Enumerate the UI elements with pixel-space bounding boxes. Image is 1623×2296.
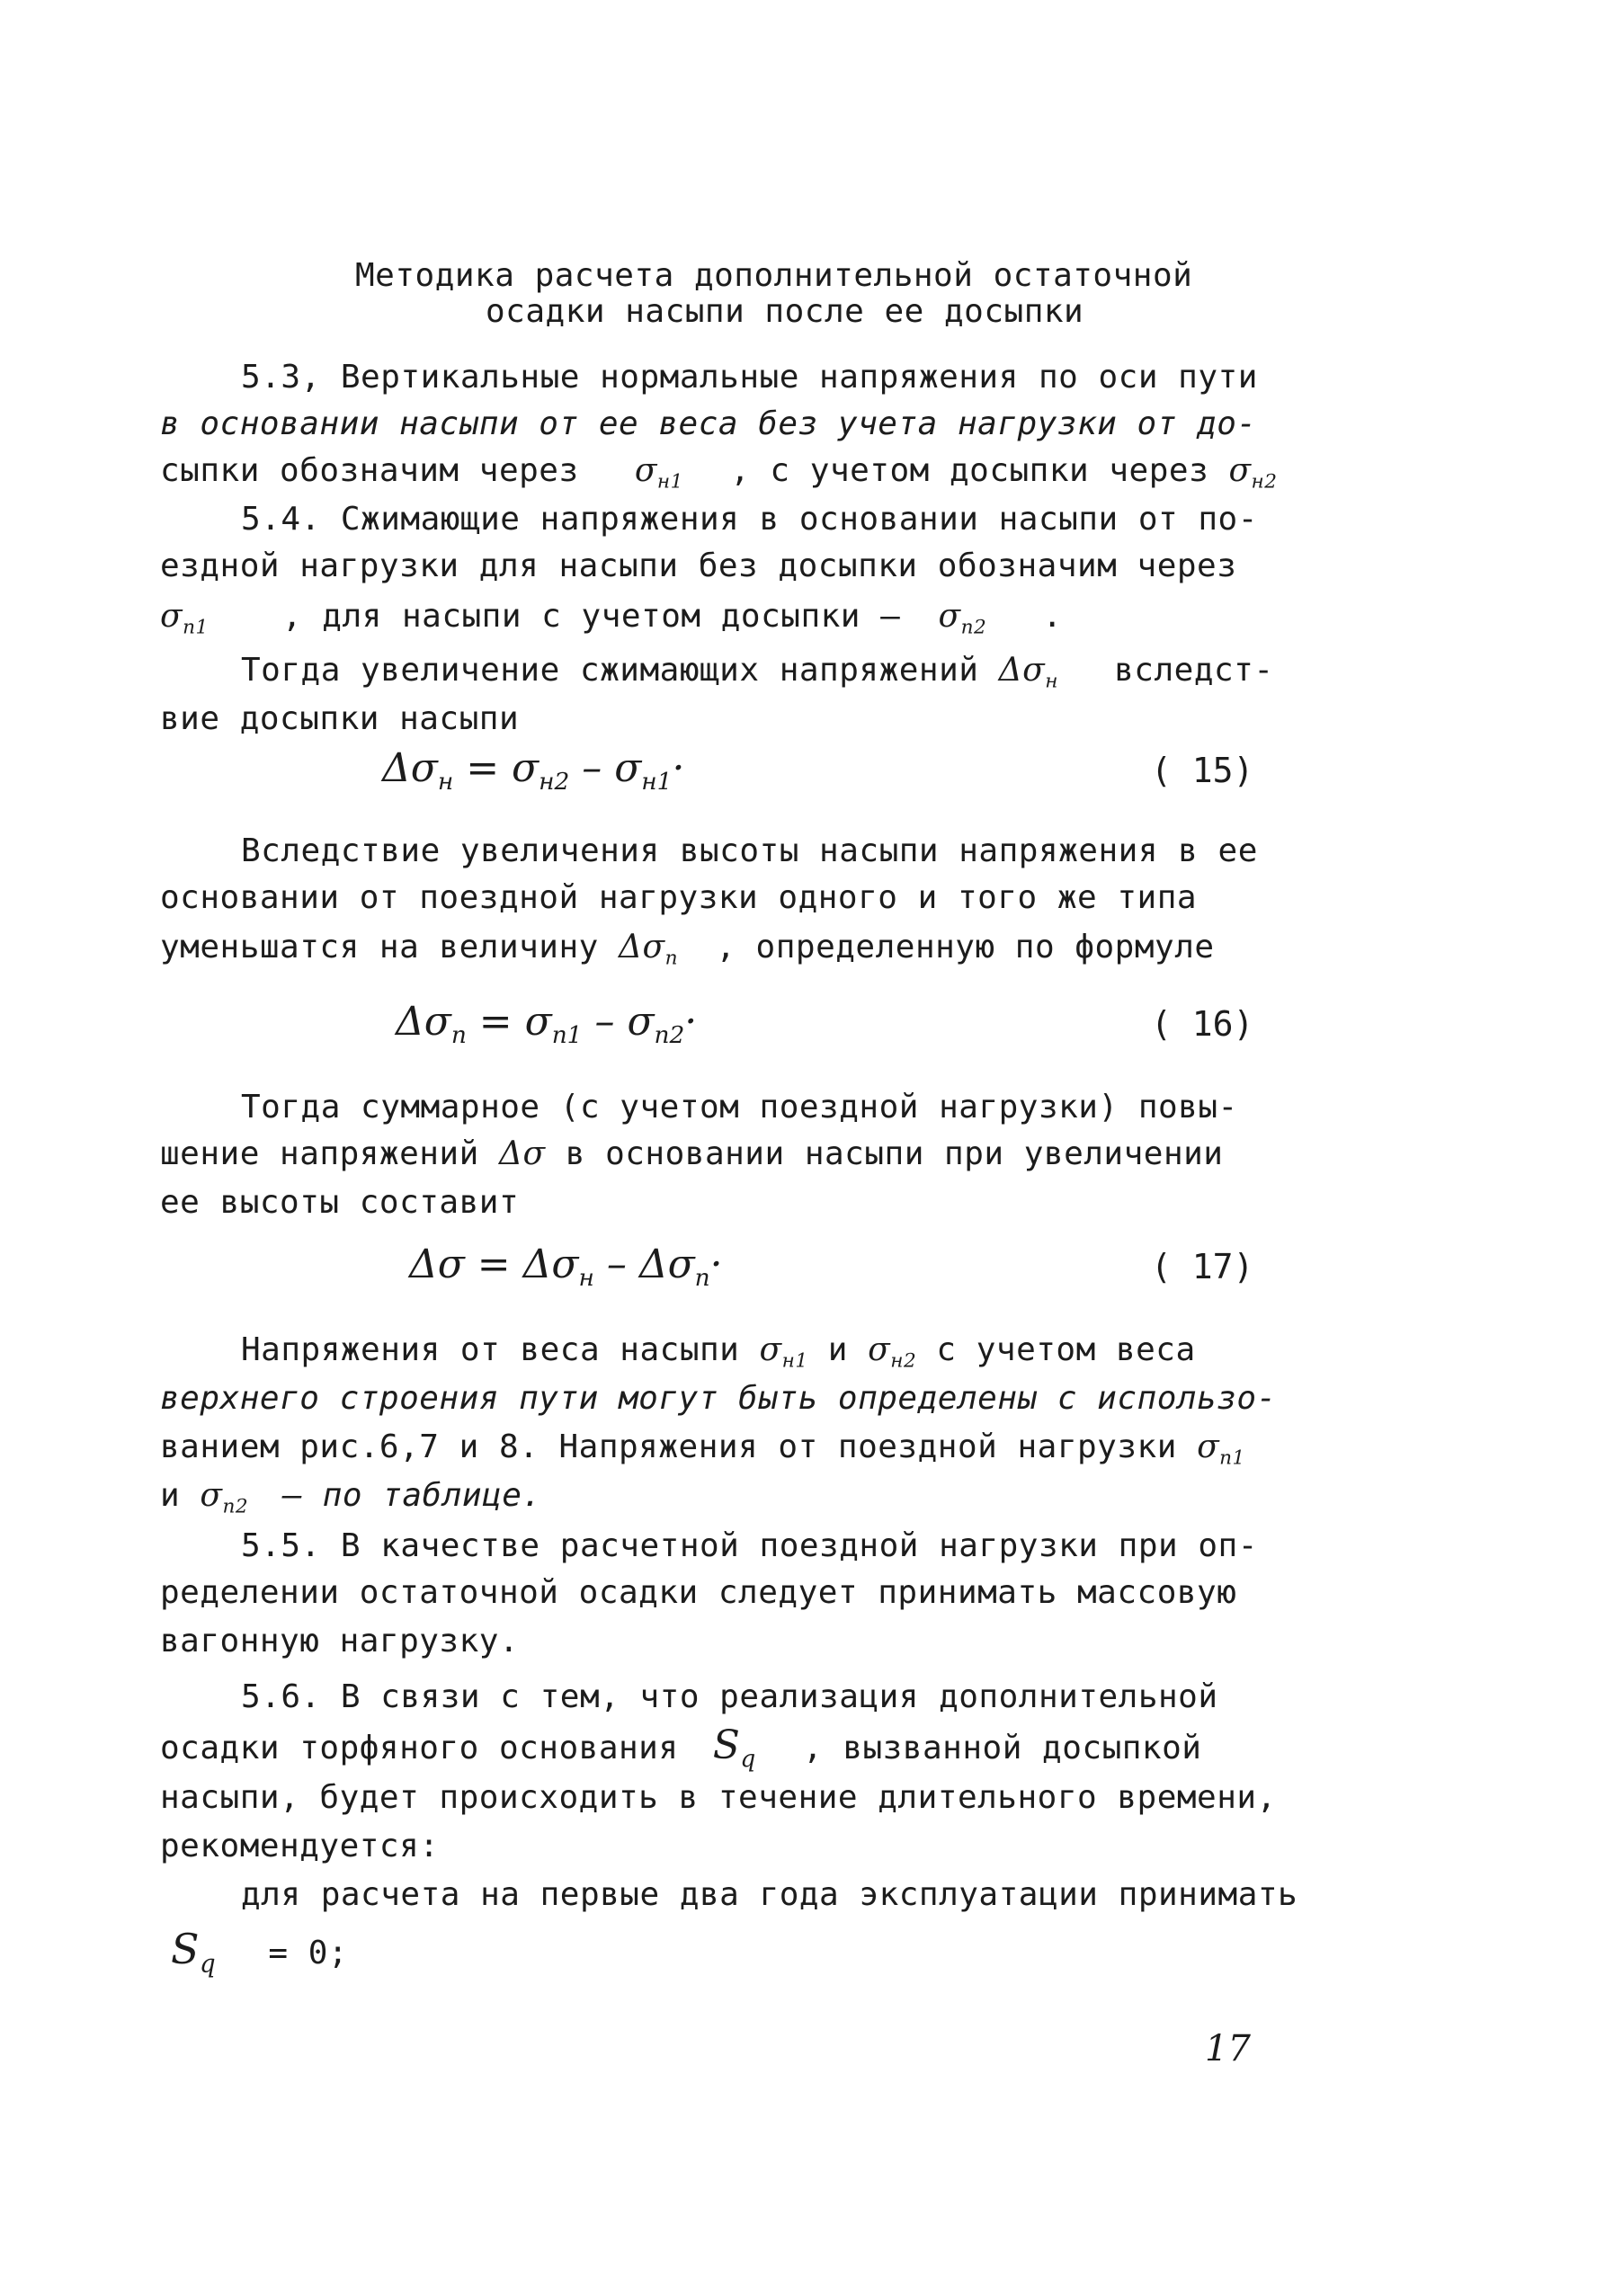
eq-part: = σ xyxy=(466,999,552,1045)
paragraph-4-line-3 xyxy=(160,1428,1245,1479)
paragraph-5-6-line-5: для расчета на первые два года эксплуатации принимать xyxy=(241,1876,1298,1913)
delta: Δ xyxy=(619,929,643,966)
symbol-sigma-p2 xyxy=(200,1477,249,1518)
section-title-line-2: осадки насыпи после ее досыпки xyxy=(486,293,1084,330)
paragraph-5-6-line-4: рекомендуется: xyxy=(160,1828,440,1864)
subscript: п xyxy=(664,947,679,970)
eq-part: Δσ xyxy=(396,999,451,1045)
paragraph-5-4-line-3 xyxy=(160,597,1063,648)
paragraph-4-line-2: верхнего строения пути могут быть определены с использо- xyxy=(160,1380,1277,1417)
text: , для насыпи с учетом досыпки – xyxy=(281,598,901,635)
subscript: п1 xyxy=(1219,1446,1245,1470)
sigma: σ xyxy=(200,1477,223,1514)
paragraph-5-6-line-3: насыпи, будет происходить в течение длительного времени, xyxy=(160,1779,1277,1816)
paragraph-5-4-line-2: ездной нагрузки для насыпи без досыпки обозначим через xyxy=(160,547,1237,584)
subscript: н2 xyxy=(539,768,570,796)
equation-number-16: ( 16) xyxy=(1151,1004,1254,1044)
eq-part: – σ xyxy=(582,999,655,1045)
symbol-sigma-p1 xyxy=(1197,1428,1245,1470)
subscript: q xyxy=(740,1745,756,1774)
symbol-sigma-p1 xyxy=(160,598,209,639)
paragraph-5-6-line-2 xyxy=(160,1722,1202,1779)
paragraph-4-line-1 xyxy=(241,1330,1196,1382)
text: с учетом веса xyxy=(936,1331,1196,1368)
paragraph-4-line-4 xyxy=(160,1476,542,1527)
paragraph-5-3-line-1: 5.3, Вертикальные нормальные напряжения по оси пути xyxy=(241,359,1258,396)
sigma: σ xyxy=(759,1331,782,1368)
subscript: п2 xyxy=(222,1495,249,1518)
subscript: q xyxy=(200,1948,217,1979)
symbol-sigma-n2 xyxy=(1228,452,1278,494)
paragraph-5-5-line-3: вагонную нагрузку. xyxy=(160,1623,520,1660)
subscript: н2 xyxy=(890,1349,917,1373)
symbol-sigma-n1 xyxy=(634,452,683,494)
text: – по таблице. xyxy=(282,1477,542,1514)
symbol-delta-sigma xyxy=(499,1135,546,1172)
paragraph-5-6-line-6 xyxy=(171,1925,349,1984)
period: . xyxy=(1042,598,1063,635)
equation-15 xyxy=(382,744,684,806)
text: = 0; xyxy=(268,1935,349,1971)
eq-part: Δσ xyxy=(382,745,438,791)
subscript: п xyxy=(694,1264,710,1293)
sigma: σ xyxy=(634,452,657,489)
subscript: н1 xyxy=(781,1349,808,1373)
subscript: н2 xyxy=(1251,470,1278,494)
s-letter: S xyxy=(712,1722,741,1768)
paragraph-5-4-line-1: 5.4. Сжимающие напряжения в основании насыпи от по- xyxy=(241,501,1258,538)
eq-part: · xyxy=(709,1241,723,1287)
delta: Δ xyxy=(498,1135,523,1172)
text: , с учетом досыпки через xyxy=(730,452,1209,489)
paragraph-5-4-line-5: вие досыпки насыпи xyxy=(160,700,520,737)
text: , определенную по формуле xyxy=(716,929,1215,966)
text: в основании насыпи при увеличении xyxy=(565,1135,1224,1172)
equation-16 xyxy=(396,998,697,1060)
text: Напряжения от веса насыпи xyxy=(241,1331,740,1368)
eq-part: · xyxy=(684,999,698,1045)
text: шение напряжений xyxy=(160,1135,479,1172)
subscript: п2 xyxy=(960,616,987,639)
subscript: н xyxy=(578,1264,594,1293)
sigma: σ xyxy=(642,929,665,966)
paragraph-5-4-line-4 xyxy=(241,651,1274,702)
sigma: σ xyxy=(160,598,183,635)
paragraph-5-5-line-1: 5.5. В качестве расчетной поездной нагрузки при оп- xyxy=(241,1527,1258,1564)
eq-part: = σ xyxy=(453,745,540,791)
symbol-sigma-p2 xyxy=(938,598,987,639)
symbol-delta-sigma-p xyxy=(619,929,679,970)
paragraph-3-line-2 xyxy=(160,1135,1223,1174)
text: ванием рис.6,7 и 8. Напряжения от поездной нагрузки xyxy=(160,1428,1177,1465)
sigma: σ xyxy=(1228,452,1252,489)
symbol-delta-sigma-n xyxy=(998,652,1058,693)
sigma: σ xyxy=(868,1331,891,1368)
symbol-s-q xyxy=(171,1925,217,1979)
equation-number-17: ( 17) xyxy=(1151,1247,1254,1286)
page-number: 17 xyxy=(1205,2028,1251,2069)
eq-part: – Δσ xyxy=(593,1241,695,1287)
equation-number-15: ( 15) xyxy=(1151,751,1254,790)
eq-part: – σ xyxy=(569,745,642,791)
eq-part: · xyxy=(672,745,685,791)
text: уменьшатся на величину xyxy=(160,929,599,966)
subscript: п2 xyxy=(654,1021,685,1050)
paragraph-2-line-3 xyxy=(160,928,1215,979)
eq-part: Δσ = Δσ xyxy=(409,1241,579,1287)
paragraph-2-line-2: основании от поездной нагрузки одного и того же типа xyxy=(160,879,1198,916)
paragraph-5-6-line-1: 5.6. В связи с тем, что реализация дополнительной xyxy=(241,1678,1218,1715)
subscript: н xyxy=(437,768,454,796)
subscript: н xyxy=(1045,670,1058,693)
subscript: п1 xyxy=(551,1021,583,1050)
subscript: н1 xyxy=(641,768,673,796)
text: осадки торфяного основания xyxy=(160,1730,679,1766)
sigma: σ xyxy=(1022,652,1046,689)
sigma: σ xyxy=(938,598,961,635)
subscript: п1 xyxy=(183,616,209,639)
text: сыпки обозначим через xyxy=(160,452,579,489)
subscript: п xyxy=(450,1021,467,1050)
symbol-s-q xyxy=(712,1722,756,1774)
subscript: н1 xyxy=(656,470,683,494)
text: , вызванной досыпкой xyxy=(802,1730,1202,1766)
equation-17 xyxy=(409,1241,723,1303)
paragraph-3-line-3: ее высоты составит xyxy=(160,1184,520,1221)
paragraph-5-3-line-3 xyxy=(160,451,1277,503)
s-letter: S xyxy=(171,1925,201,1973)
text: и xyxy=(827,1331,848,1368)
delta: Δ xyxy=(998,652,1023,689)
text: вследст- xyxy=(1114,652,1274,689)
paragraph-5-5-line-2: ределении остаточной осадки следует принимать массовую xyxy=(160,1574,1237,1611)
paragraph-3-line-1: Тогда суммарное (с учетом поездной нагрузки) повы- xyxy=(241,1089,1238,1126)
symbol-sigma-n2 xyxy=(868,1331,917,1373)
paragraph-2-line-1: Вследствие увеличения высоты насыпи напряжения в ее xyxy=(241,832,1258,869)
sigma: σ xyxy=(1197,1428,1220,1465)
text: и xyxy=(160,1477,181,1514)
sigma: σ xyxy=(522,1135,546,1172)
paragraph-5-3-line-2: в основании насыпи от ее веса без учета нагрузки от до- xyxy=(160,405,1257,442)
symbol-sigma-n1 xyxy=(759,1331,808,1373)
section-title-line-1: Методика расчета дополнительной остаточной xyxy=(355,257,1193,294)
text: Тогда увеличение сжимающих напряжений xyxy=(241,652,979,689)
